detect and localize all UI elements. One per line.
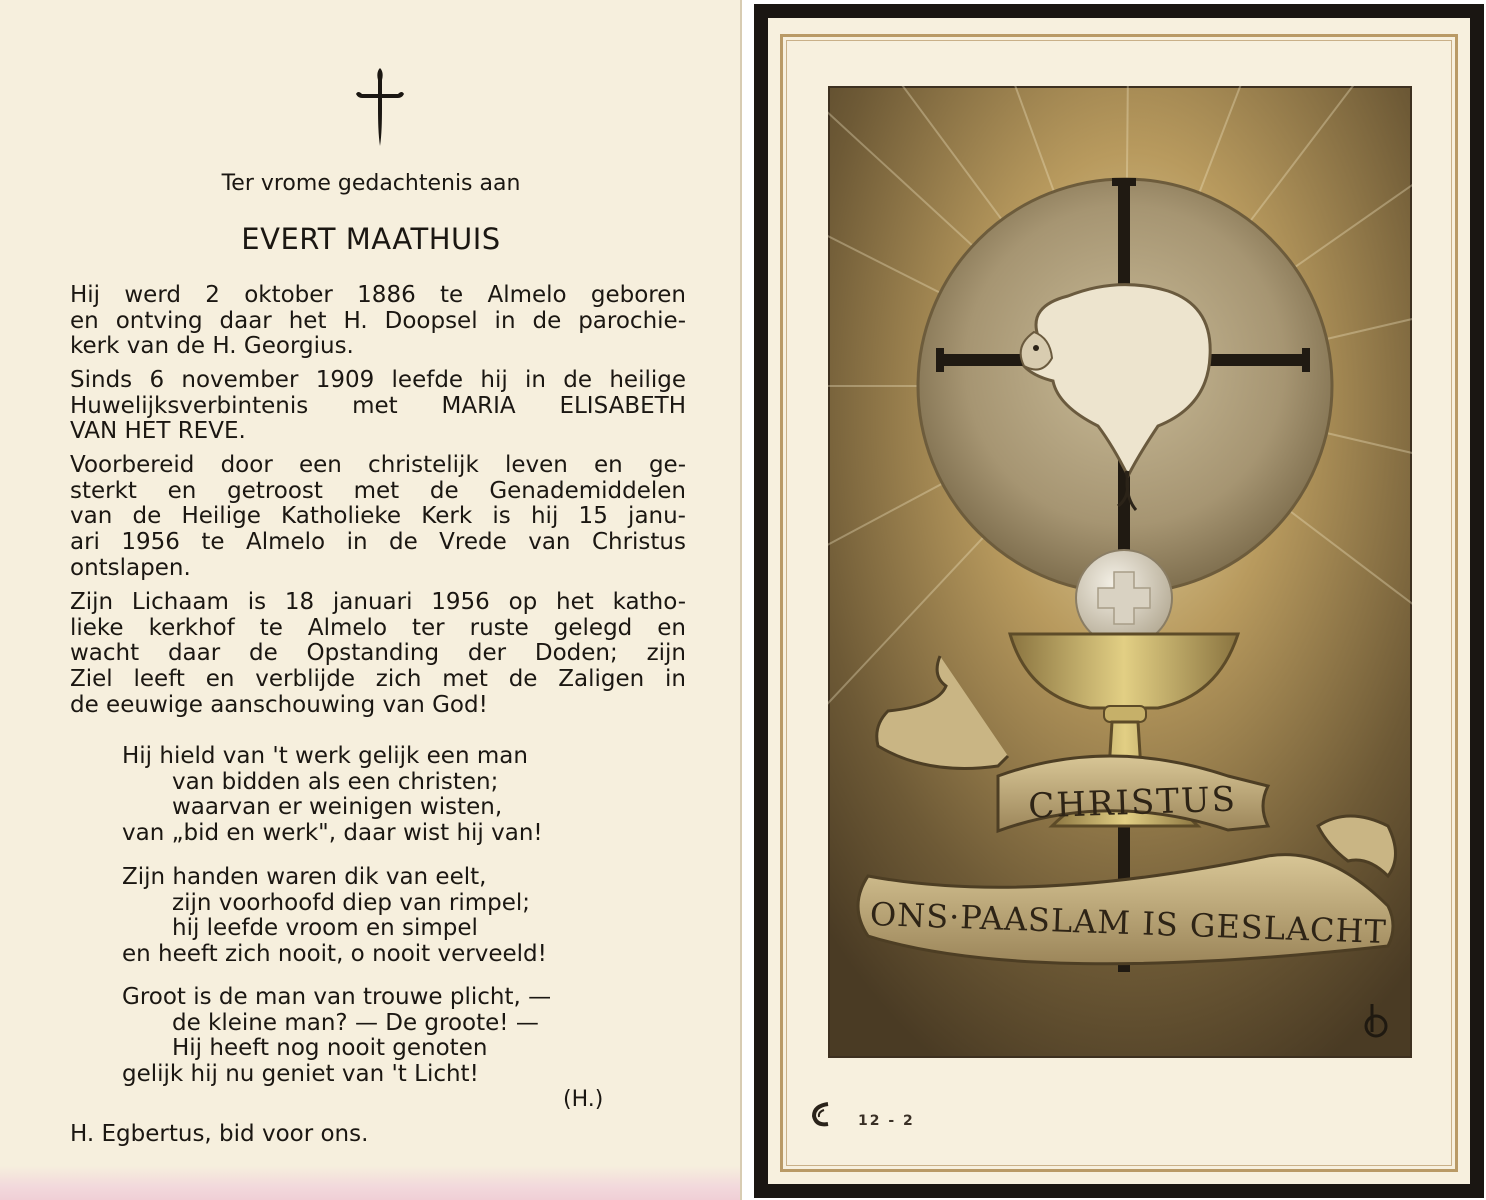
text-line: Huwelijksverbintenis met MARIA ELISABETH bbox=[70, 392, 686, 419]
text-line: lieke kerkhof te Almelo ter ruste gelegd en bbox=[70, 614, 686, 641]
card-heading: Ter vrome gedachtenis aan bbox=[221, 171, 521, 196]
poem-stanza bbox=[122, 744, 543, 846]
text-line: Hij werd 2 oktober 1886 te Almelo geboren bbox=[70, 282, 686, 308]
poem-stanza bbox=[122, 985, 551, 1087]
text-line: en ontving daar het H. Doopsel in de parochie- bbox=[70, 307, 686, 334]
poem-line: waarvan er weinigen wisten, bbox=[172, 794, 503, 820]
closing-prayer: H. Egbertus, bid voor ons. bbox=[70, 1121, 369, 1147]
poem-line: de kleine man? — De groote! — bbox=[172, 1009, 539, 1036]
text-line: Zijn Lichaam is 18 januari 1956 op het katho- bbox=[70, 589, 686, 615]
poem-line: Zijn handen waren dik van eelt, bbox=[122, 864, 487, 890]
text-line: de eeuwige aanschouwing van God! bbox=[70, 691, 488, 718]
marriage-paragraph bbox=[70, 368, 686, 445]
text-line: kerk van de H. Georgius. bbox=[70, 333, 354, 360]
card-border-inner bbox=[768, 18, 1470, 1184]
birth-paragraph bbox=[70, 283, 686, 360]
printer-logo-icon bbox=[810, 1100, 832, 1128]
poem-stanza bbox=[122, 865, 547, 967]
ribbon-text-paaslam: ONS·PAASLAM IS GESLACHT bbox=[869, 894, 1388, 952]
text-line: van de Heilige Katholieke Kerk is hij 15 janu- bbox=[70, 503, 686, 530]
text-line: ontslapen. bbox=[70, 554, 191, 581]
poem-line: gelijk hij nu geniet van 't Licht! bbox=[122, 1060, 479, 1087]
text-line: wacht daar de Opstanding der Doden; zijn bbox=[70, 640, 686, 667]
poem-line: Hij heeft nog nooit genoten bbox=[172, 1035, 488, 1061]
text-line: Ziel leeft en verblijde zich met de Zaligen in bbox=[70, 666, 686, 693]
poem-author: (H.) bbox=[563, 1087, 604, 1112]
deceased-name: EVERT MAATHUIS bbox=[241, 222, 501, 256]
memorial-card-picture-side bbox=[754, 4, 1484, 1198]
lamb-chalice-illustration bbox=[828, 86, 1412, 1058]
poem-line: zijn voorhoofd diep van rimpel; bbox=[172, 889, 531, 916]
burial-paragraph bbox=[70, 590, 686, 719]
text-line: sterkt en getroost met de Genademiddelen bbox=[70, 477, 686, 504]
cross-icon bbox=[352, 64, 408, 148]
card-edge-stain bbox=[0, 1166, 740, 1200]
text-line: Sinds 6 november 1909 leefde hij in de heilige bbox=[70, 367, 686, 393]
text-line: Voorbereid door een christelijk leven en ge- bbox=[70, 452, 686, 478]
poem-line: van „bid en werk", daar wist hij van! bbox=[122, 819, 543, 846]
poem-line: Groot is de man van trouwe plicht, — bbox=[122, 984, 552, 1010]
poem-line: hij leefde vroom en simpel bbox=[172, 915, 478, 941]
poem-line: en heeft zich nooit, o nooit verveeld! bbox=[122, 940, 547, 967]
poem-line: Hij hield van 't werk gelijk een man bbox=[122, 743, 528, 769]
death-paragraph bbox=[70, 453, 686, 582]
poem-line: van bidden als een christen; bbox=[172, 768, 499, 795]
text-line: ari 1956 te Almelo in de Vrede van Christus bbox=[70, 529, 686, 556]
card-number: 12 - 2 bbox=[858, 1113, 915, 1129]
memorial-card-text-side bbox=[0, 0, 742, 1200]
ribbon-text-christus: CHRISTUS bbox=[1027, 779, 1238, 827]
text-line: VAN HET REVE. bbox=[70, 418, 246, 445]
